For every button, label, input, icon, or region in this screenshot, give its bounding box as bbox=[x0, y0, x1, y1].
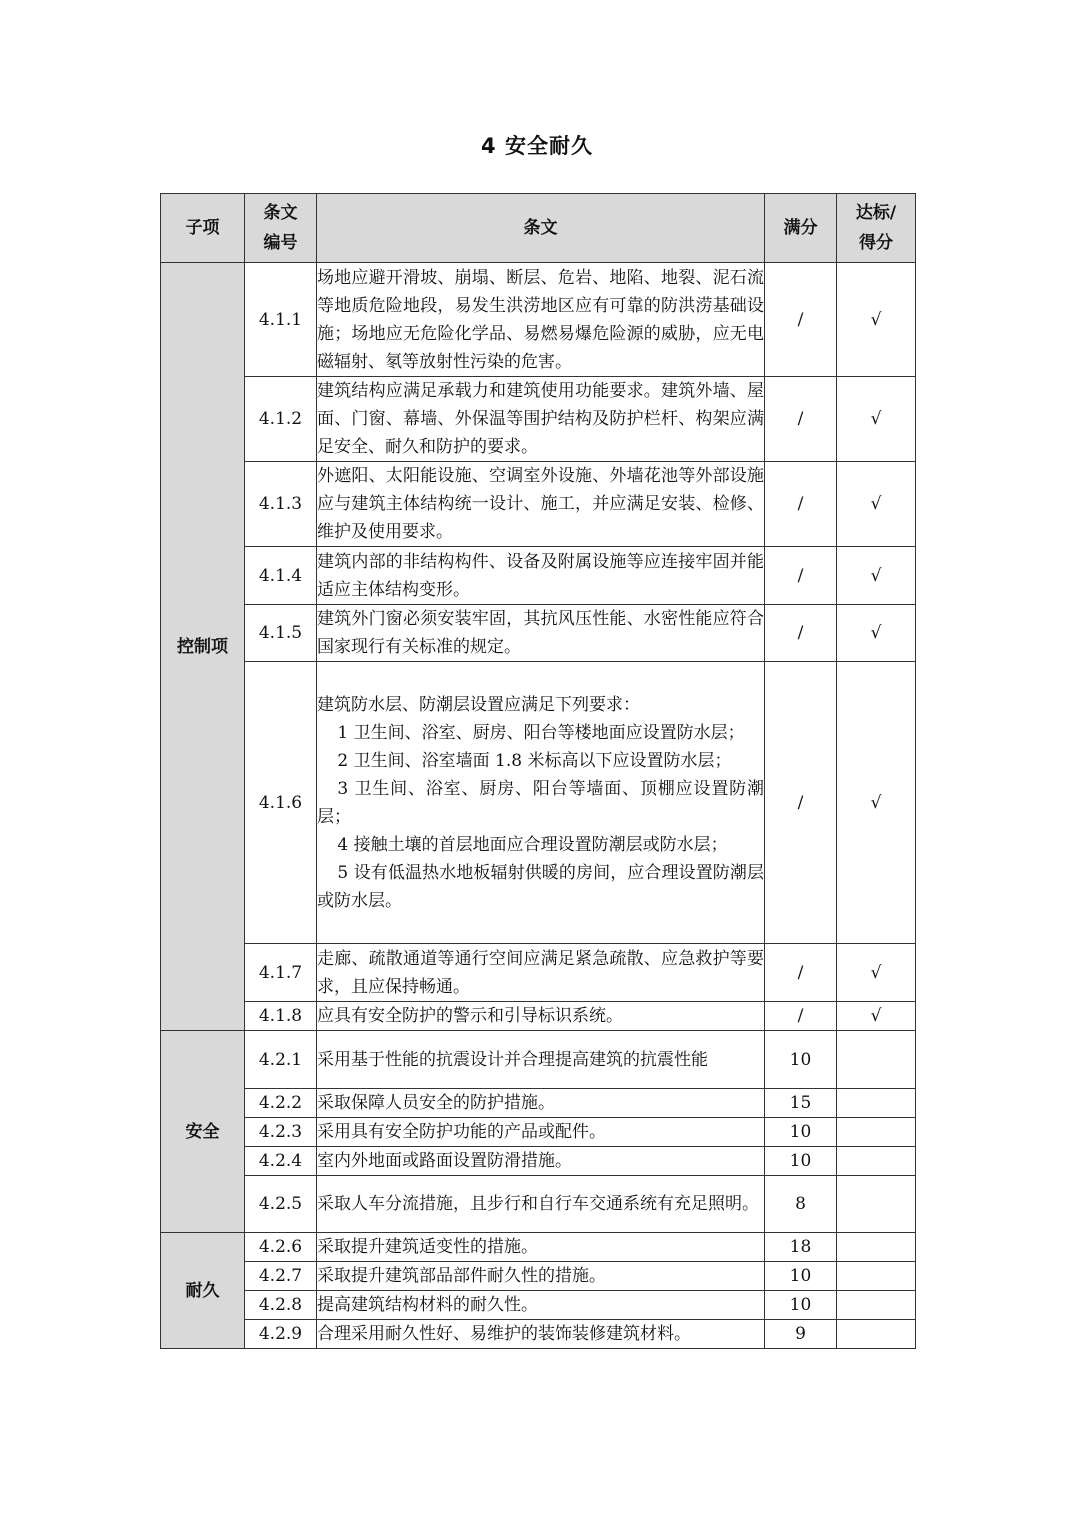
full-score: 18 bbox=[765, 1233, 837, 1262]
full-score: / bbox=[765, 263, 837, 377]
table-row bbox=[161, 547, 916, 605]
clause-code: 4.1.2 bbox=[245, 377, 317, 462]
result-score bbox=[837, 1147, 916, 1176]
table-row bbox=[161, 944, 916, 1002]
full-score: / bbox=[765, 944, 837, 1002]
result-score: √ bbox=[837, 1002, 916, 1031]
clause-text-main: 采取人车分流措施，且步行和自行车交通系统有充足照明。 bbox=[317, 1194, 759, 1214]
clause-text bbox=[317, 1262, 765, 1291]
result-score bbox=[837, 1233, 916, 1262]
clause-code: 4.2.3 bbox=[245, 1118, 317, 1147]
clause-text-main: 场地应避开滑坡、崩塌、断层、危岩、地陷、地裂、泥石流等地质危险地段，易发生洪涝地区应有可靠的防洪涝基础设施；场地应无危险化学品、易燃易爆危险源的威胁，应无电磁辐射、氡等放射性污染的危害。 bbox=[317, 267, 764, 372]
result-score: √ bbox=[837, 547, 916, 605]
full-score: / bbox=[765, 377, 837, 462]
clause-text bbox=[317, 1291, 765, 1320]
clause-text-main: 提高建筑结构材料的耐久性。 bbox=[317, 1295, 538, 1315]
header-code-line1: 条文 bbox=[263, 203, 298, 223]
table-row bbox=[161, 1176, 916, 1233]
full-score: 10 bbox=[765, 1291, 837, 1320]
clause-code: 4.2.4 bbox=[245, 1147, 317, 1176]
full-score: / bbox=[765, 1002, 837, 1031]
header-code bbox=[245, 194, 317, 263]
result-score bbox=[837, 1118, 916, 1147]
clause-text-main: 建筑防水层、防潮层设置应满足下列要求： bbox=[317, 694, 640, 715]
clause-text-main: 走廊、疏散通道等通行空间应满足紧急疏散、应急救护等要求，且应保持畅通。 bbox=[317, 948, 764, 997]
table-row bbox=[161, 1031, 916, 1089]
clause-code: 4.1.3 bbox=[245, 462, 317, 547]
clause-text bbox=[317, 1147, 765, 1176]
clause-text bbox=[317, 662, 765, 944]
result-score bbox=[837, 1031, 916, 1089]
clause-text bbox=[317, 263, 765, 377]
result-score bbox=[837, 1089, 916, 1118]
clause-text-main: 采取提升建筑部品部件耐久性的措施。 bbox=[317, 1266, 606, 1286]
evaluation-table bbox=[160, 193, 916, 1349]
clause-text-main: 外遮阳、太阳能设施、空调室外设施、外墙花池等外部设施应与建筑主体结构统一设计、施工，并应满足安装、检修、维护及使用要求。 bbox=[317, 466, 764, 542]
header-group: 子项 bbox=[161, 194, 245, 263]
clause-code: 4.2.1 bbox=[245, 1031, 317, 1089]
table-row bbox=[161, 1320, 916, 1349]
clause-code: 4.1.5 bbox=[245, 605, 317, 662]
table-row bbox=[161, 1291, 916, 1320]
full-score: 15 bbox=[765, 1089, 837, 1118]
clause-subitem: 4 接触土壤的首层地面应合理设置防潮层或防水层； bbox=[337, 834, 728, 855]
full-score: 10 bbox=[765, 1147, 837, 1176]
full-score: 10 bbox=[765, 1118, 837, 1147]
clause-text bbox=[317, 1002, 765, 1031]
table-row bbox=[161, 1262, 916, 1291]
header-result-line1: 达标/ bbox=[855, 203, 897, 223]
clause-code: 4.2.5 bbox=[245, 1176, 317, 1233]
header-score: 满分 bbox=[765, 194, 837, 263]
clause-code: 4.2.7 bbox=[245, 1262, 317, 1291]
clause-subitem: 3 卫生间、浴室、厨房、阳台等墙面、顶棚应设置防潮层； bbox=[317, 778, 764, 827]
result-score: √ bbox=[837, 605, 916, 662]
full-score: 9 bbox=[765, 1320, 837, 1349]
header-result-line2: 得分 bbox=[859, 233, 893, 253]
group-label: 控制项 bbox=[161, 263, 245, 1031]
table-row bbox=[161, 462, 916, 547]
clause-text-main: 建筑外门窗必须安装牢固，其抗风压性能、水密性能应符合国家现行有关标准的规定。 bbox=[317, 609, 764, 657]
result-score bbox=[837, 1291, 916, 1320]
clause-code: 4.2.9 bbox=[245, 1320, 317, 1349]
clause-code: 4.1.7 bbox=[245, 944, 317, 1002]
result-score: √ bbox=[837, 263, 916, 377]
clause-text bbox=[317, 1031, 765, 1089]
header-text: 条文 bbox=[317, 194, 765, 263]
full-score: / bbox=[765, 662, 837, 944]
clause-text bbox=[317, 1320, 765, 1349]
clause-text-main: 采用具有安全防护功能的产品或配件。 bbox=[317, 1122, 606, 1142]
clause-text bbox=[317, 462, 765, 547]
clause-text-main: 建筑内部的非结构构件、设备及附属设施等应连接牢固并能适应主体结构变形。 bbox=[317, 551, 764, 600]
clause-text bbox=[317, 1176, 765, 1233]
table-row bbox=[161, 1002, 916, 1031]
header-code-line2: 编号 bbox=[263, 233, 298, 253]
clause-text-main: 采用基于性能的抗震设计并合理提高建筑的抗震性能 bbox=[317, 1049, 708, 1070]
clause-text bbox=[317, 377, 765, 462]
result-score: √ bbox=[837, 944, 916, 1002]
clause-code: 4.1.6 bbox=[245, 662, 317, 944]
clause-text-main: 采取保障人员安全的防护措施。 bbox=[317, 1093, 555, 1113]
clause-text-main: 室内外地面或路面设置防滑措施。 bbox=[317, 1151, 572, 1171]
clause-code: 4.2.8 bbox=[245, 1291, 317, 1320]
clause-subitem: 2 卫生间、浴室墙面 1.8 米标高以下应设置防水层； bbox=[337, 750, 732, 771]
table-row bbox=[161, 1233, 916, 1262]
clause-subitem: 5 设有低温热水地板辐射供暖的房间，应合理设置防潮层或防水层。 bbox=[317, 862, 764, 911]
table-row bbox=[161, 1147, 916, 1176]
header-result bbox=[837, 194, 916, 263]
table-header-row bbox=[161, 194, 916, 263]
result-score bbox=[837, 1262, 916, 1291]
table-row bbox=[161, 1118, 916, 1147]
clause-text-main: 应具有安全防护的警示和引导标识系统。 bbox=[317, 1006, 623, 1026]
clause-text bbox=[317, 944, 765, 1002]
result-score bbox=[837, 1176, 916, 1233]
full-score: / bbox=[765, 547, 837, 605]
full-score: / bbox=[765, 605, 837, 662]
result-score bbox=[837, 1320, 916, 1349]
table-row bbox=[161, 662, 916, 944]
table-row bbox=[161, 1089, 916, 1118]
clause-text bbox=[317, 1118, 765, 1147]
clause-text-main: 合理采用耐久性好、易维护的装饰装修建筑材料。 bbox=[317, 1324, 691, 1344]
result-score: √ bbox=[837, 662, 916, 944]
full-score: / bbox=[765, 462, 837, 547]
table-body bbox=[161, 263, 916, 1349]
clause-code: 4.2.6 bbox=[245, 1233, 317, 1262]
page-title: 4 安全耐久 bbox=[481, 134, 593, 158]
clause-text bbox=[317, 605, 765, 662]
table-row bbox=[161, 263, 916, 377]
full-score: 8 bbox=[765, 1176, 837, 1233]
table-row bbox=[161, 605, 916, 662]
clause-text-main: 建筑结构应满足承载力和建筑使用功能要求。建筑外墙、屋面、门窗、幕墙、外保温等围护结构及防护栏杆、构架应满足安全、耐久和防护的要求。 bbox=[317, 381, 764, 457]
clause-code: 4.2.2 bbox=[245, 1089, 317, 1118]
clause-subitem: 1 卫生间、浴室、厨房、阳台等楼地面应设置防水层； bbox=[337, 722, 745, 743]
clause-text bbox=[317, 1233, 765, 1262]
result-score: √ bbox=[837, 462, 916, 547]
table-row bbox=[161, 377, 916, 462]
full-score: 10 bbox=[765, 1031, 837, 1089]
clause-code: 4.1.8 bbox=[245, 1002, 317, 1031]
clause-text-main: 采取提升建筑适变性的措施。 bbox=[317, 1237, 538, 1257]
clause-text bbox=[317, 547, 765, 605]
clause-code: 4.1.4 bbox=[245, 547, 317, 605]
full-score: 10 bbox=[765, 1262, 837, 1291]
group-label: 安全 bbox=[161, 1031, 245, 1233]
clause-text bbox=[317, 1089, 765, 1118]
clause-code: 4.1.1 bbox=[245, 263, 317, 377]
group-label: 耐久 bbox=[161, 1233, 245, 1349]
result-score: √ bbox=[837, 377, 916, 462]
